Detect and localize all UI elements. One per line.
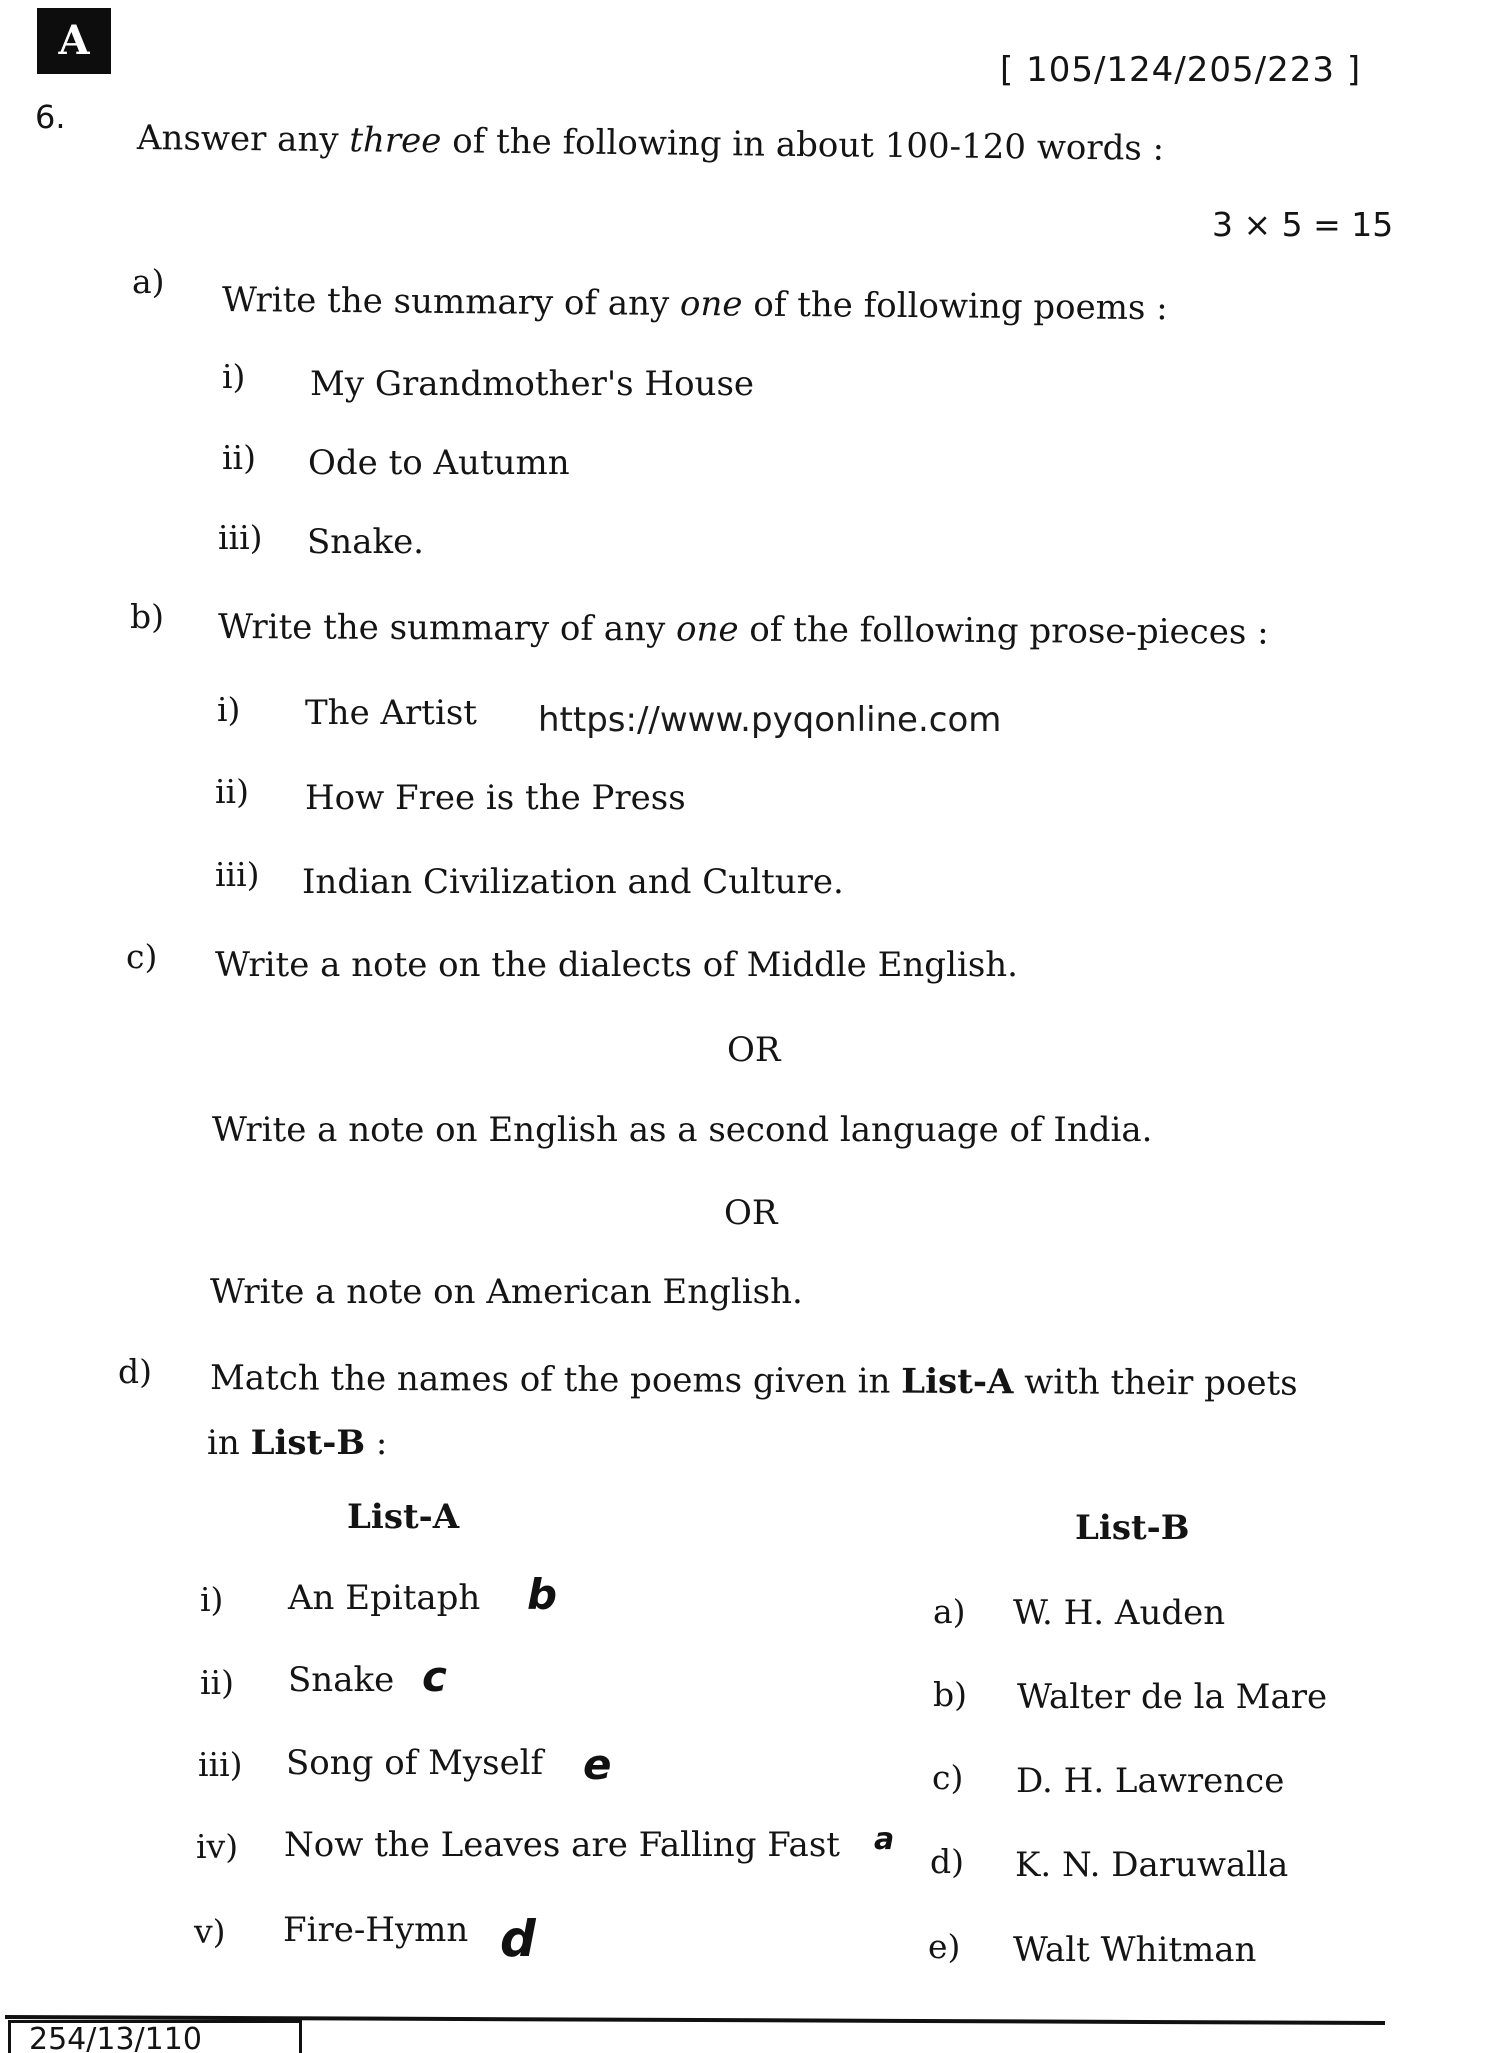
part-b-item-num: iii) (215, 855, 260, 894)
part-b-label: b) (130, 597, 164, 636)
part-b-item-num: ii) (215, 772, 249, 811)
list-b-item: W. H. Auden (1013, 1593, 1226, 1633)
question-instruction (137, 118, 1165, 169)
handwritten-answer: e (583, 1740, 612, 1789)
part-b-item-text: How Free is the Press (305, 778, 686, 818)
prompt-text-end: : (365, 1423, 388, 1463)
list-a-item: Song of Myself (286, 1743, 544, 1783)
prompt-text: in (207, 1423, 251, 1463)
or-separator: OR (724, 1193, 778, 1233)
prompt-text-end: of the following prose-pieces : (738, 609, 1269, 653)
prompt-emphasis: one (679, 283, 743, 325)
handwritten-answer: b (527, 1570, 558, 1619)
list-a-item: Fire-Hymn (283, 1910, 469, 1950)
handwritten-answer: d (500, 1910, 536, 1968)
instruction-text: Answer any (136, 118, 350, 161)
part-a-item-num: ii) (222, 438, 256, 477)
handwritten-answer: c (422, 1652, 447, 1701)
part-a-item-text: My Grandmother's House (310, 364, 755, 404)
list-b-num: c) (932, 1758, 964, 1797)
watermark-url: https://www.pyqonline.com (538, 700, 1002, 740)
set-badge: A (37, 8, 111, 74)
list-b-item: Walt Whitman (1013, 1930, 1257, 1970)
list-b-num: d) (930, 1842, 964, 1881)
prompt-text: Write the summary of any (217, 607, 677, 650)
part-a-prompt (222, 280, 1168, 328)
handwritten-answer: a (874, 1822, 895, 1857)
list-a-heading: List-A (347, 1497, 460, 1537)
part-c-option-1: Write a note on the dialects of Middle English. (215, 945, 1018, 985)
list-b-item: K. N. Daruwalla (1015, 1845, 1289, 1885)
list-b-num: b) (933, 1675, 967, 1714)
prompt-list-a: List-A (901, 1361, 1014, 1403)
part-b-item-num: i) (217, 690, 241, 729)
prompt-text-end: of the following poems : (742, 284, 1168, 329)
page-code-box: 254/13/110 (8, 2020, 302, 2053)
list-a-item: Now the Leaves are Falling Fast (284, 1825, 840, 1865)
or-separator: OR (727, 1030, 781, 1070)
part-c-label: c) (126, 937, 158, 976)
list-a-num: v) (194, 1912, 226, 1951)
part-a-item-text: Ode to Autumn (308, 443, 570, 483)
part-d-prompt (210, 1358, 1298, 1404)
prompt-text: Match the names of the poems given in (209, 1358, 902, 1402)
prompt-list-b: List-B (250, 1423, 366, 1463)
part-b-item-text: Indian Civilization and Culture. (302, 862, 844, 902)
part-c-option-3: Write a note on American English. (210, 1272, 803, 1312)
list-a-num: ii) (200, 1663, 234, 1702)
marks-allocation: 3 × 5 = 15 (1212, 205, 1394, 244)
part-b-prompt (218, 607, 1269, 653)
list-a-num: iv) (196, 1827, 239, 1866)
instruction-text-end: of the following in about 100-120 words : (441, 121, 1165, 169)
list-a-num: i) (200, 1580, 224, 1619)
instruction-emphasis: three (349, 120, 442, 162)
list-b-num: a) (933, 1592, 966, 1631)
part-a-item-text: Snake. (307, 522, 424, 562)
list-a-item: Snake (288, 1660, 395, 1700)
part-c-option-2: Write a note on English as a second language of India. (212, 1110, 1153, 1150)
paper-code: [ 105/124/205/223 ] (1000, 50, 1362, 90)
prompt-emphasis: one (675, 609, 739, 650)
list-b-num: e) (928, 1927, 961, 1966)
part-d-prompt-line2 (207, 1423, 387, 1463)
list-b-item: D. H. Lawrence (1016, 1761, 1285, 1801)
prompt-text-end: with their poets (1013, 1362, 1298, 1404)
question-number: 6. (35, 98, 66, 136)
part-a-item-num: i) (222, 357, 246, 396)
prompt-text: Write the summary of any (221, 280, 681, 324)
part-a-label: a) (132, 262, 165, 301)
list-b-heading: List-B (1075, 1508, 1190, 1548)
list-b-item: Walter de la Mare (1017, 1677, 1328, 1717)
list-a-num: iii) (198, 1745, 243, 1784)
part-d-label: d) (118, 1352, 152, 1391)
part-a-item-num: iii) (218, 518, 263, 557)
list-a-item: An Epitaph (288, 1578, 481, 1618)
part-b-item-text: The Artist (305, 693, 477, 733)
